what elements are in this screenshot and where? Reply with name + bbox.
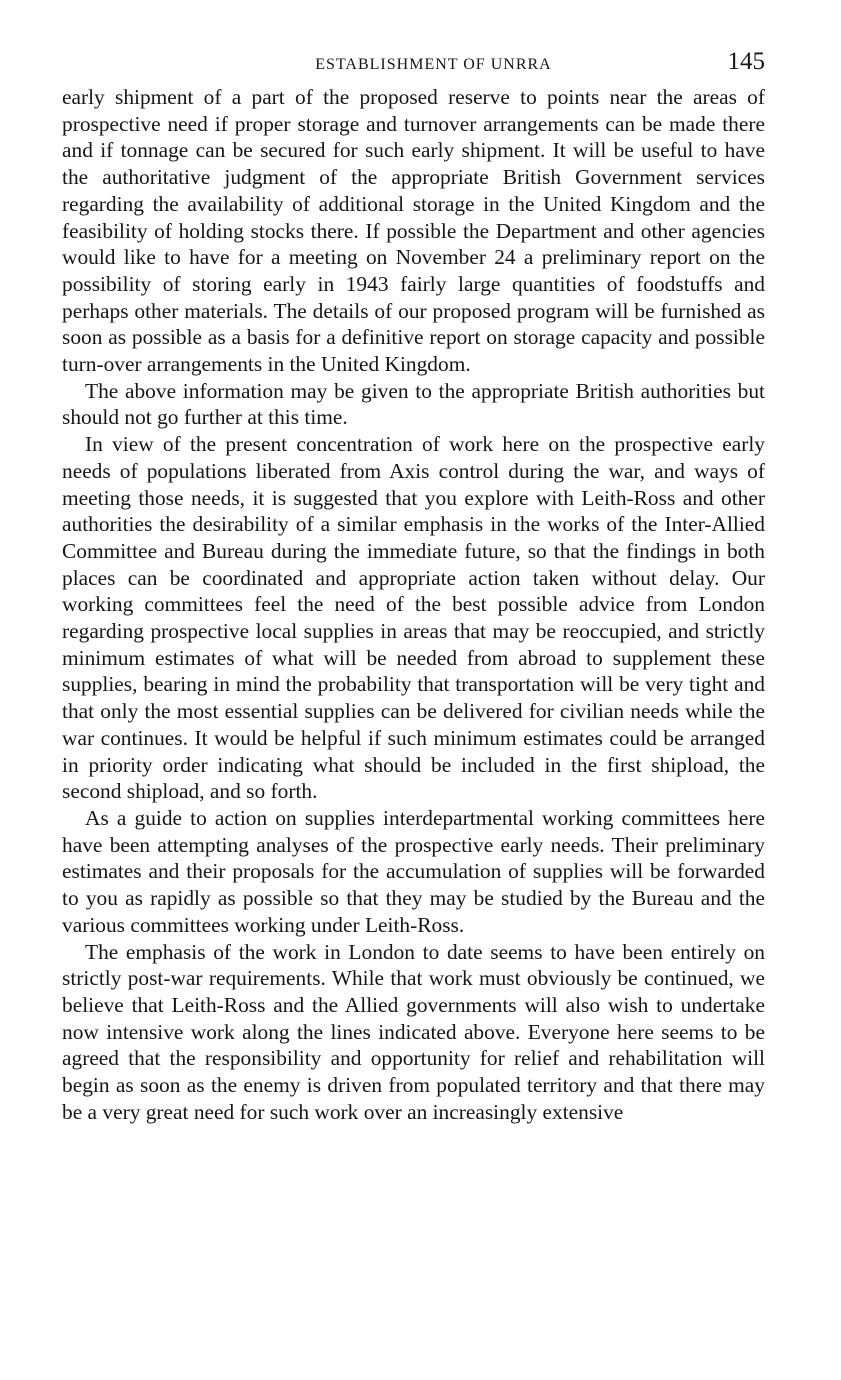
paragraph: The above information may be given to the appropriate British authorities but should not go further at this time. xyxy=(62,378,765,430)
paragraph: As a guide to action on supplies interdepartmental working committees here have been attempting analyses of the prospective early needs. Their preliminary estimates and their proposals for the accumulation of supplies will be forwarded to you as rapidly as possible so that they may be studied by the Bureau and the various committees working under Leith-Ross. xyxy=(62,805,765,937)
running-title: ESTABLISHMENT OF UNRRA xyxy=(315,56,552,73)
page-number: 145 xyxy=(727,48,765,75)
running-head xyxy=(62,48,765,84)
paragraph-continued: early shipment of a part of the proposed reserve to points near the areas of prospective need if proper storage and turnover arrangements can be made there and if tonnage can be secured for such early shipment. It will be useful to have the authoritative judgment of the appropriate British Government services regarding the availability of additional storage in the United Kingdom and the feasibility of holding stocks there. If possible the Department and other agencies would like to have for a meeting on November 24 a preliminary report on the possibility of storing early in 1943 fairly large quantities of foodstuffs and perhaps other materials. The details of our proposed program will be furnished as soon as possible as a basis for a definitive report on storage capacity and possible turn-over arrangements in the United Kingdom. xyxy=(62,85,765,377)
paragraph: In view of the present concentration of work here on the prospective early needs of populations liberated from Axis control during the war, and ways of meeting those needs, it is suggested that you explore with Leith-Ross and other authorities the desirability of a similar emphasis in the works of the Inter-Allied Committee and Bureau during the immediate future, so that the findings in both places can be coordinated and appropriate action taken without delay. Our working committees feel the need of the best possible advice from London regarding prospective local supplies in areas that may be reoccupied, and strictly minimum estimates of what will be needed from abroad to supplement these supplies, bearing in mind the probability that transportation will be very tight and that only the most essential supplies can be delivered for civilian needs while the war continues. It would be helpful if such minimum estimates could be arranged in priority order indicating what should be included in the first shipload, the second shipload, and so forth. xyxy=(62,432,765,804)
body-text xyxy=(62,84,765,1125)
book-page xyxy=(62,48,765,1348)
paragraph: The emphasis of the work in London to date seems to have been entirely on strictly post-war requirements. While that work must obviously be continued, we believe that Leith-Ross and the Allied governments will also wish to undertake now intensive work along the lines indicated above. Everyone here seems to be agreed that the responsibility and opportunity for relief and rehabilitation will begin as soon as the enemy is driven from populated territory and that there may be a very great need for such work over an increasingly extensive xyxy=(62,939,765,1124)
